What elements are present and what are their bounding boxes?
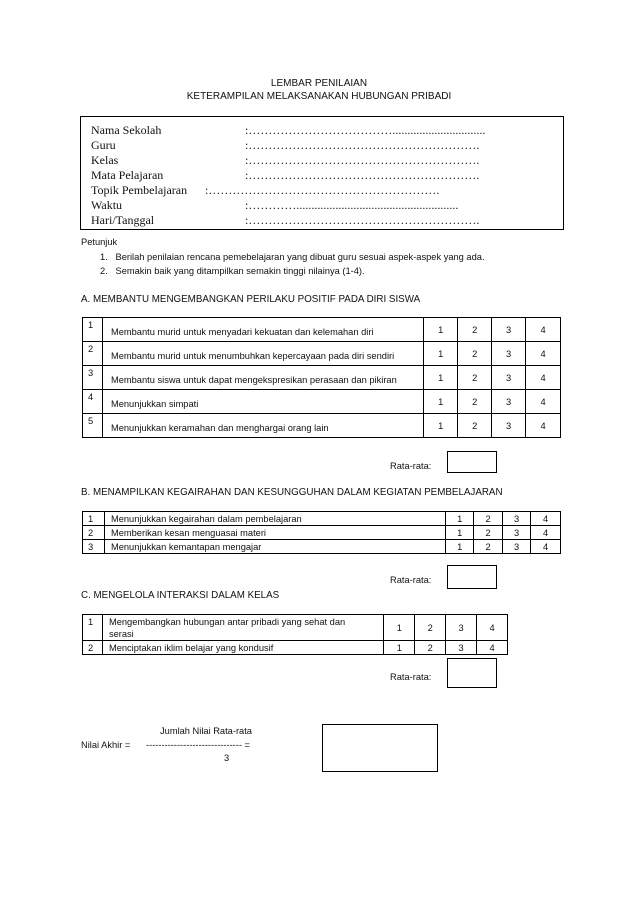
table-row (83, 390, 561, 414)
row-number: 1 (83, 318, 103, 342)
score-3[interactable]: 3 (492, 318, 526, 342)
score-2[interactable]: 2 (474, 540, 503, 554)
score-3[interactable]: 3 (446, 615, 477, 641)
table-row (83, 540, 561, 554)
average-label: Rata-rata: (390, 672, 432, 682)
row-text: Membantu murid untuk menyadari kekuatan dan kelemahan diri (102, 318, 423, 342)
score-1[interactable]: 1 (424, 414, 458, 438)
info-row-teacher (91, 138, 480, 153)
score-1[interactable]: 1 (384, 641, 415, 655)
row-number: 1 (83, 512, 105, 526)
topic-field[interactable]: :…………………………………………………. (205, 183, 440, 197)
score-4[interactable]: 4 (477, 615, 508, 641)
score-3[interactable]: 3 (446, 641, 477, 655)
row-text: Menunjukkan simpati (102, 390, 423, 414)
instruction-item: 1. Berilah penilaian rencana pemebelajaran yang dibuat guru sesuai aspek-aspek yang ada. (100, 252, 485, 262)
section-c-heading: C. MENGELOLA INTERAKSI DALAM KELAS (81, 590, 280, 601)
score-3[interactable]: 3 (503, 526, 531, 540)
score-3[interactable]: 3 (492, 390, 526, 414)
info-label: Nama Sekolah (91, 123, 162, 137)
score-3[interactable]: 3 (503, 540, 531, 554)
score-1[interactable]: 1 (446, 512, 474, 526)
score-2[interactable]: 2 (458, 366, 492, 390)
row-text: Memberikan kesan menguasai materi (104, 526, 445, 540)
identity-box (80, 116, 564, 230)
table-row (83, 342, 561, 366)
info-label: Waktu (91, 198, 123, 212)
table-row (83, 512, 561, 526)
row-number: 3 (83, 540, 105, 554)
score-1[interactable]: 1 (384, 615, 415, 641)
score-4[interactable]: 4 (526, 342, 561, 366)
section-a-table (82, 317, 561, 438)
row-number: 4 (83, 390, 103, 414)
table-row (83, 366, 561, 390)
instructions-heading: Petunjuk (81, 237, 118, 247)
score-4[interactable]: 4 (531, 540, 561, 554)
row-text: Menunjukkan kemantapan mengajar (104, 540, 445, 554)
table-row (83, 526, 561, 540)
score-2[interactable]: 2 (415, 641, 446, 655)
row-number: 1 (83, 615, 103, 641)
row-number: 2 (83, 342, 103, 366)
row-number: 2 (83, 641, 103, 655)
table-row (83, 641, 508, 655)
section-c-table (82, 614, 508, 655)
score-2[interactable]: 2 (458, 318, 492, 342)
average-box-c[interactable] (447, 658, 497, 688)
score-2[interactable]: 2 (458, 390, 492, 414)
row-number: 3 (83, 366, 103, 390)
info-row-class (91, 153, 480, 168)
table-row (83, 615, 508, 641)
score-4[interactable]: 4 (526, 390, 561, 414)
form-subtitle: KETERAMPILAN MELAKSANAKAN HUBUNGAN PRIBADI (186, 91, 452, 102)
formula-prefix: Nilai Akhir = (81, 740, 131, 750)
table-row (83, 318, 561, 342)
row-number: 2 (83, 526, 105, 540)
instruction-item: 2. Semakin baik yang ditampilkan semakin tinggi nilainya (1-4). (100, 266, 365, 276)
score-4[interactable]: 4 (531, 512, 561, 526)
table-row (83, 414, 561, 438)
average-label: Rata-rata: (390, 575, 432, 585)
info-label: Mata Pelajaran (91, 168, 164, 182)
score-3[interactable]: 3 (492, 366, 526, 390)
info-label: Kelas (91, 153, 119, 167)
score-2[interactable]: 2 (415, 615, 446, 641)
teacher-field[interactable]: :…………………………………………………. (245, 138, 480, 152)
score-3[interactable]: 3 (503, 512, 531, 526)
row-text: Membantu murid untuk menumbuhkan kepercayaan pada diri sendiri (102, 342, 423, 366)
section-b-table (82, 511, 561, 554)
score-4[interactable]: 4 (526, 366, 561, 390)
score-2[interactable]: 2 (474, 512, 503, 526)
score-4[interactable]: 4 (477, 641, 508, 655)
score-1[interactable]: 1 (424, 366, 458, 390)
score-3[interactable]: 3 (492, 414, 526, 438)
formula-numerator: Jumlah Nilai Rata-rata (160, 726, 252, 736)
info-row-date (91, 213, 480, 228)
score-4[interactable]: 4 (526, 414, 561, 438)
score-4[interactable]: 4 (526, 318, 561, 342)
score-1[interactable]: 1 (424, 390, 458, 414)
final-score-box[interactable] (322, 724, 438, 772)
info-row-time (91, 198, 459, 213)
info-label: Guru (91, 138, 116, 152)
row-text: Menciptakan iklim belajar yang kondusif (102, 641, 383, 655)
info-label: Topik Pembelajaran (91, 183, 188, 197)
section-a-heading: A. MEMBANTU MENGEMBANGKAN PERILAKU POSITIF PADA DIRI SISWA (81, 294, 421, 305)
score-4[interactable]: 4 (531, 526, 561, 540)
score-2[interactable]: 2 (458, 342, 492, 366)
score-1[interactable]: 1 (446, 540, 474, 554)
score-1[interactable]: 1 (424, 342, 458, 366)
time-field[interactable]: :…………...................................................... (245, 198, 459, 212)
class-field[interactable]: :…………………………………………………. (245, 153, 480, 167)
average-box-b[interactable] (447, 565, 497, 589)
score-3[interactable]: 3 (492, 342, 526, 366)
score-1[interactable]: 1 (446, 526, 474, 540)
info-row-school (91, 123, 486, 138)
info-row-subject (91, 168, 480, 183)
score-2[interactable]: 2 (474, 526, 503, 540)
formula-divider: ------------------------------- = (146, 740, 250, 750)
row-text: Menunjukkan kegairahan dalam pembelajaran (104, 512, 445, 526)
row-text: Menunjukkan keramahan dan menghargai orang lain (102, 414, 423, 438)
average-label: Rata-rata: (390, 461, 432, 471)
row-text: Membantu siswa untuk dapat mengekspresikan perasaan dan pikiran (102, 366, 423, 390)
info-row-topic (91, 183, 440, 198)
date-field[interactable]: :…………………………………………………. (245, 213, 480, 227)
info-label: Hari/Tanggal (91, 213, 155, 227)
score-2[interactable]: 2 (458, 414, 492, 438)
row-text: Mengembangkan hubungan antar pribadi yang sehat dan serasi (102, 615, 383, 641)
score-1[interactable]: 1 (424, 318, 458, 342)
school-field[interactable]: :………………………………............................... (245, 123, 486, 137)
row-number: 5 (83, 414, 103, 438)
average-box-a[interactable] (447, 451, 497, 473)
form-title: LEMBAR PENILAIAN (270, 78, 368, 89)
section-b-heading: B. MENAMPILKAN KEGAIRAHAN DAN KESUNGGUHAN DALAM KEGIATAN PEMBELAJARAN (81, 487, 503, 498)
formula-denominator: 3 (224, 753, 230, 763)
subject-field[interactable]: :…………………………………………………. (245, 168, 480, 182)
